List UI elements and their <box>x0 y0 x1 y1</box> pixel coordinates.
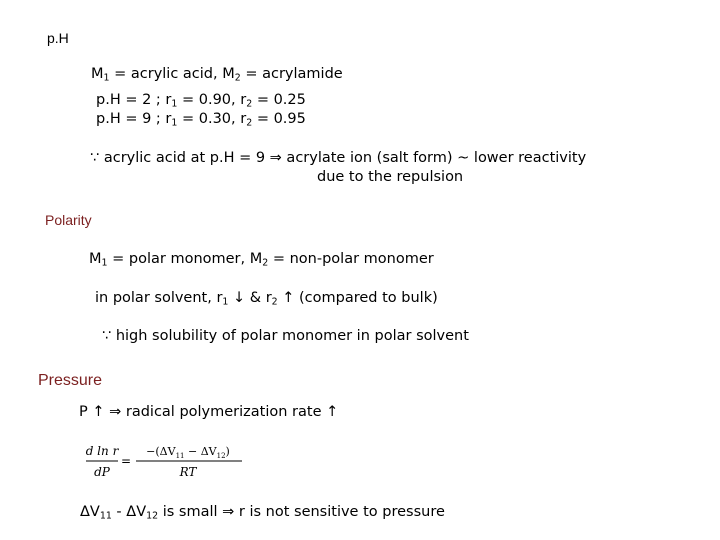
ph-ratio-line-2: p.H = 9 ; $r_1 = 0.30$, $r_2 = 0.95$ <box>96 111 306 129</box>
section-heading-pressure: Pressure <box>38 372 103 389</box>
polarity-monomer-definition: $M_1$ = polar monomer, $M_2$ = non-polar monomer <box>89 251 434 269</box>
ph-monomer-definition: $M_1$ = acrylic acid, $M_2$ = acrylamide <box>91 66 343 84</box>
section-heading-ph: p.H <box>47 30 69 46</box>
pressure-equation <box>84 437 246 485</box>
pressure-rate-line: P ↑ ⇒ radical polymerization rate ↑ <box>79 404 339 420</box>
pressure-conclusion-line: $\Delta V_{11} - \Delta V_{12}$ is small ⇒ r is not sensitive to pressure <box>80 504 445 522</box>
equation-lhs-denominator: dP <box>94 465 110 479</box>
equation-rhs-denominator: RT <box>179 465 197 479</box>
section-heading-polarity: Polarity <box>45 212 92 228</box>
ph-because-continuation: due to the repulsion <box>317 169 464 185</box>
equation-rhs-numerator: $-(\Delta V_{11} - \Delta V_{12})$ <box>146 445 230 460</box>
equation-lhs-numerator: d ln r <box>85 444 119 458</box>
ph-because-line: ∵ acrylic acid at p.H = 9 ⇒ acrylate ion (salt form) ~ lower reactivity <box>90 150 587 166</box>
polarity-solvent-effect: in polar solvent, $r_1$ ↓ & $r_2$ ↑ (compared to bulk) <box>95 290 438 308</box>
ph-ratio-line-1: p.H = 2 ; $r_1 = 0.90$, $r_2 = 0.25$ <box>96 92 306 110</box>
polarity-because-line: ∵ high solubility of polar monomer in polar solvent <box>102 328 469 344</box>
equation-equals-sign: = <box>120 454 132 468</box>
